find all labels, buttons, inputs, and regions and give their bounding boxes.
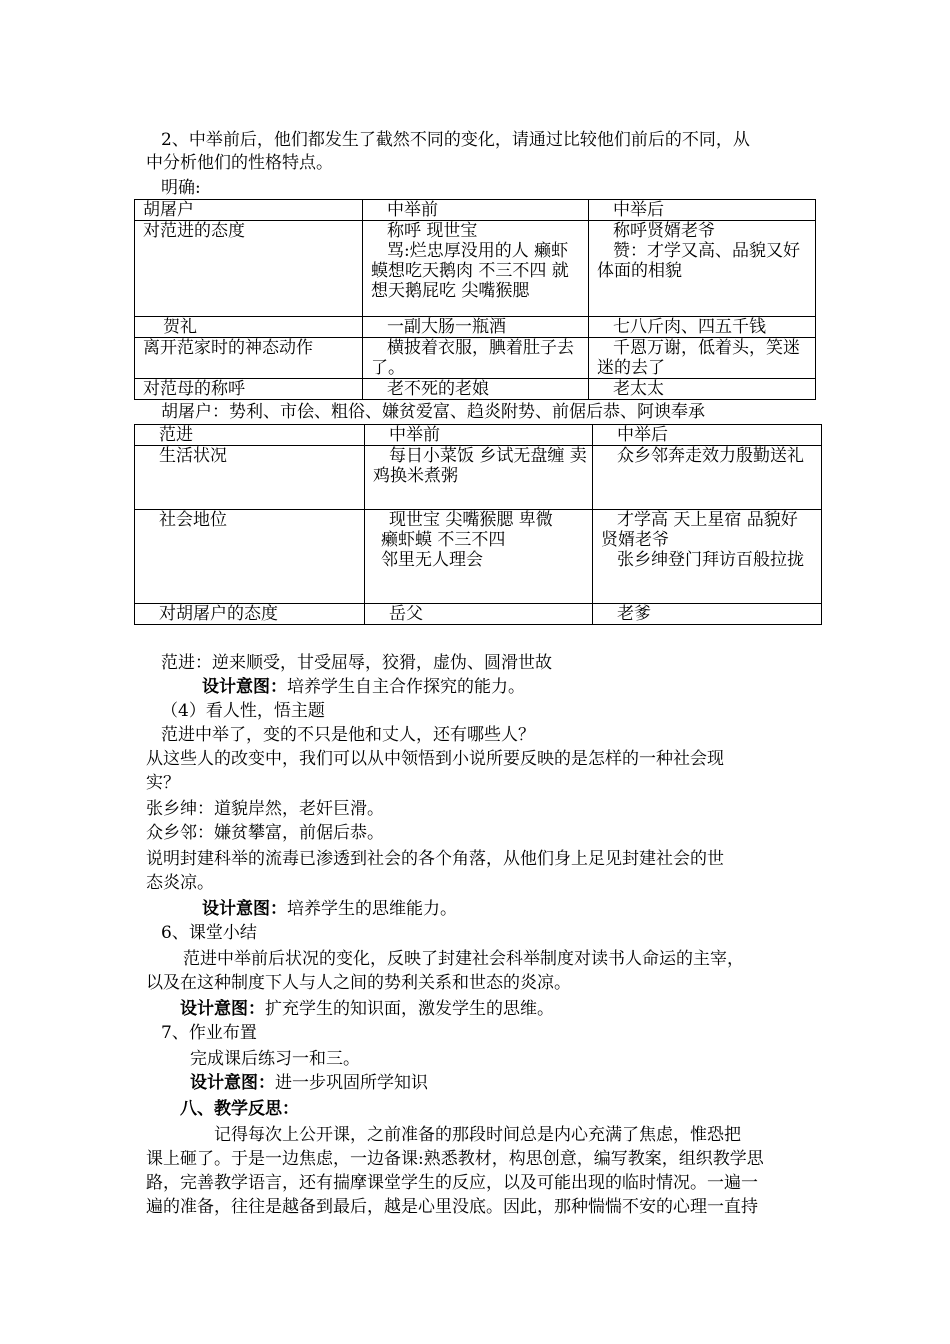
step-4-question-2-line-2: 实？ — [146, 773, 180, 793]
after-cell: 七八斤肉、四五千钱 — [589, 317, 816, 338]
after-cell: 老爹 — [593, 604, 822, 625]
table-row — [135, 446, 822, 510]
row-label: 对范母的称呼 — [135, 379, 363, 400]
fan-jin-comparison-table — [134, 424, 822, 625]
reflection-line-3: 路，完善教学语言，还有揣摩课堂学生的反应，以及可能出现的临时情况。一遍一 — [146, 1173, 758, 1193]
table-row — [135, 221, 816, 317]
header-cell: 范进 — [135, 425, 365, 446]
step-4-question-1: 范进中举了，变的不只是他和丈人，还有哪些人？ — [161, 725, 535, 745]
before-cell: 老不死的老娘 — [363, 379, 589, 400]
row-label: 对胡屠户的态度 — [135, 604, 365, 625]
table-row — [135, 338, 816, 379]
design-intent-3: 设计意图：扩充学生的知识面，激发学生的思维。 — [180, 999, 554, 1019]
row-label: 生活状况 — [135, 446, 365, 510]
table-header-row — [135, 425, 822, 446]
before-cell: 横披着衣服，腆着肚子去了。 — [363, 338, 589, 379]
question-2-line-2: 中分析他们的性格特点。 — [146, 153, 333, 173]
row-label: 社会地位 — [135, 510, 365, 604]
before-cell: 岳父 — [365, 604, 593, 625]
design-intent-2: 设计意图：培养学生的思维能力。 — [202, 899, 457, 919]
after-cell: 众乡邻奔走效力殷勤送礼 — [593, 446, 822, 510]
clarify-label: 明确: — [161, 178, 201, 198]
fan-jin-summary: 范进：逆来顺受，甘受屈辱，狡猾，虚伪、圆滑世故 — [161, 653, 552, 673]
step-4-question-2-line-1: 从这些人的改变中，我们可以从中领悟到小说所要反映的是怎样的一种社会现 — [146, 749, 724, 769]
homework-text: 完成课后练习一和三。 — [190, 1049, 360, 1069]
neighbors-note: 众乡邻：嫌贫攀富，前倨后恭。 — [146, 823, 384, 843]
after-cell: 才学高 天上星宿 品貌好 贤婿老爷 张乡绅登门拜访百般拉拢 — [593, 510, 822, 604]
row-label: 对范进的态度 — [135, 221, 363, 317]
step-4-explanation-line-1: 说明封建科举的流毒已渗透到社会的各个角落，从他们身上足见封建社会的世 — [146, 849, 724, 869]
before-cell: 现世宝 尖嘴猴腮 卑微 癞虾蟆 不三不四 邻里无人理会 — [365, 510, 593, 604]
question-2-line-1: 2、中举前后，他们都发生了截然不同的变化，请通过比较他们前后的不同，从 — [161, 130, 750, 150]
reflection-line-1: 记得每次上公开课，之前准备的那段时间总是内心充满了焦虑，惟恐把 — [214, 1125, 741, 1145]
design-intent-1: 设计意图：培养学生自主合作探究的能力。 — [202, 677, 525, 697]
zhang-gentry-note: 张乡绅：道貌岸然，老奸巨滑。 — [146, 799, 384, 819]
header-cell: 胡屠户 — [135, 200, 363, 221]
table-row — [135, 510, 822, 604]
table-row — [135, 317, 816, 338]
row-label: 离开范家时的神态动作 — [135, 338, 363, 379]
after-cell: 称呼贤婿老爷 赞：才学又高、品貌又好 体面的相貌 — [589, 221, 816, 317]
class-summary-line-1: 范进中举前后状况的变化，反映了封建社会科举制度对读书人命运的主宰， — [183, 949, 744, 969]
before-cell: 称呼 现世宝 骂:烂忠厚没用的人 癞虾蟆想吃天鹅肉 不三不四 就想天鹅屁吃 尖嘴猴腮 — [363, 221, 589, 317]
table-row — [135, 379, 816, 400]
table-header-row — [135, 200, 816, 221]
step-4-explanation-line-2: 态炎凉。 — [146, 873, 214, 893]
class-summary-line-2: 以及在这种制度下人与人之间的势利关系和世态的炎凉。 — [146, 973, 571, 993]
header-cell: 中举后 — [593, 425, 822, 446]
after-cell: 千恩万谢，低着头，笑迷迷的去了 — [589, 338, 816, 379]
after-cell: 老太太 — [589, 379, 816, 400]
class-summary-title: 6、课堂小结 — [161, 923, 257, 943]
header-cell: 中举前 — [365, 425, 593, 446]
butcher-hu-summary: 胡屠户：势利、市侩、粗俗、嫌贫爱富、趋炎附势、前倨后恭、阿谀奉承 — [161, 402, 705, 422]
butcher-hu-comparison-table — [134, 199, 816, 400]
header-cell: 中举后 — [589, 200, 816, 221]
table-row — [135, 604, 822, 625]
reflection-line-2: 课上砸了。于是一边焦虑，一边备课:熟悉教材，构思创意，编写教案，组织教学思 — [146, 1149, 764, 1169]
row-label: 贺礼 — [135, 317, 363, 338]
before-cell: 一副大肠一瓶酒 — [363, 317, 589, 338]
step-4-title: （4）看人性，悟主题 — [161, 701, 325, 721]
reflection-title: 八、教学反思： — [180, 1099, 299, 1119]
header-cell: 中举前 — [363, 200, 589, 221]
before-cell: 每日小菜饭 乡试无盘缠 卖鸡换米煮粥 — [365, 446, 593, 510]
design-intent-4: 设计意图：进一步巩固所学知识 — [190, 1073, 428, 1093]
homework-title: 7、作业布置 — [161, 1023, 257, 1043]
reflection-line-4: 遍的准备，往往是越备到最后，越是心里没底。因此，那种惴惴不安的心理一直持 — [146, 1197, 758, 1217]
